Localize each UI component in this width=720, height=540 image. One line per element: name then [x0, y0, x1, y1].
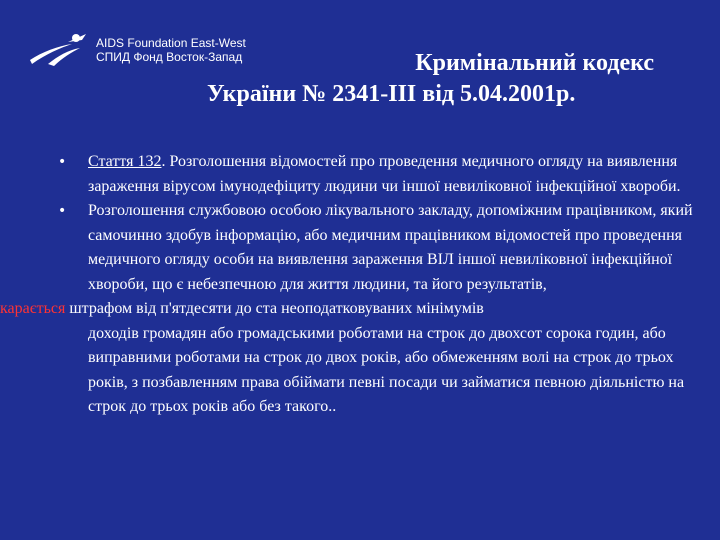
- page-title: [0, 48, 720, 110]
- logo-line-2: СПИД Фонд Восток-Запад: [96, 50, 243, 64]
- list-item-article-132: [58, 150, 716, 199]
- main-content: [0, 150, 716, 420]
- article-label: Стаття 132: [88, 153, 162, 170]
- disclosure-text: Розголошення службовою особою лікувального закладу, допоміжним працівником, який самочинно здобув інформацію, або медичним працівником відомостей про проведення медичного огляду особи на виявлення зараження ВІЛ іншої невиліковної інфекційної хвороби, що є небезпечною для життя людини, та його результатів,: [88, 202, 693, 293]
- title-line-1: Кримінальний кодекс: [415, 50, 654, 76]
- bullet-icon: •: [58, 154, 67, 170]
- article-text: . Розголошення відомостей про проведення медичного огляду на виявлення зараження вірусом імунодефіциту людини чи іншої невиліковної інфекційної хвороби.: [88, 153, 681, 195]
- logo-line-1: AIDS Foundation East-West: [96, 36, 246, 50]
- bullet-icon: •: [58, 203, 67, 219]
- penalty-paragraph: [0, 297, 716, 420]
- penalty-first-line: штрафом від п'ятдесяти до ста неоподатковуваних мінімумів: [65, 300, 484, 317]
- title-line-2: України № 2341-III від 5.04.2001р.: [207, 81, 576, 107]
- penalty-text: доходів громадян або громадськими роботами на строк до двохсот сорока годин, або виправними роботами на строк до двох років, або обмеженням волі на строк до трьох років, з позбавленням права обіймати певні посади чи займатися певною діяльністю на строк до трьох років або без такого..: [88, 324, 685, 415]
- penalty-keyword: карається: [0, 300, 66, 317]
- list-item-disclosure: [58, 199, 716, 297]
